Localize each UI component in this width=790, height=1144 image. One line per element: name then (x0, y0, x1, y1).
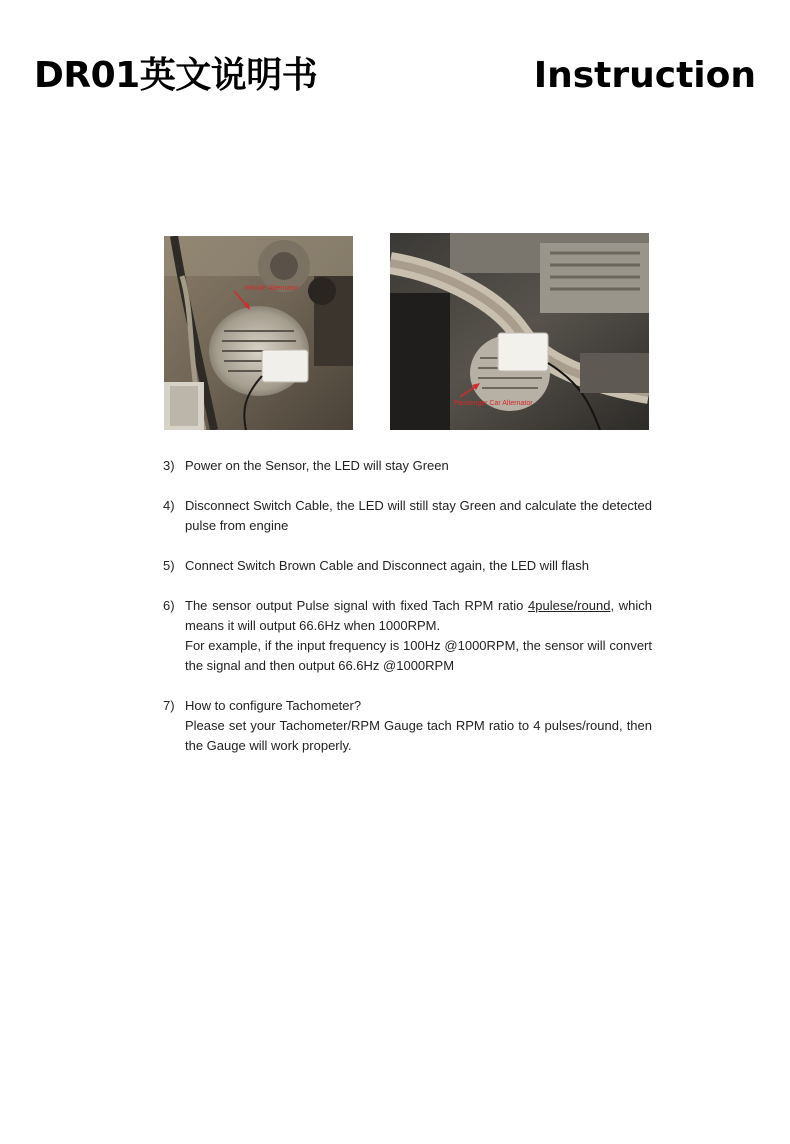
step-6 (163, 596, 652, 676)
step-text: The sensor output Pulse signal with fixed Tach RPM ratio 4pulese/round, which means it will output 66.6Hz when 1000RPM. (185, 598, 652, 633)
step-number: 4) (163, 498, 175, 513)
instruction-steps (163, 456, 652, 776)
photo-caption-right: Passenger Car Alternator (454, 400, 533, 407)
document-title: DR01英文说明书 (34, 55, 318, 96)
step-text: Please set your Tachometer/RPM Gauge tach RPM ratio to 4 pulses/round, then the Gauge will work properly. (185, 718, 652, 753)
step-text: Power on the Sensor, the LED will stay Green (185, 458, 449, 473)
step-4 (163, 496, 652, 536)
step-7 (163, 696, 652, 756)
photo-caption-left: Vehicle Alternator (244, 285, 299, 292)
step-text: Disconnect Switch Cable, the LED will still stay Green and calculate the detected pulse from engine (185, 498, 652, 533)
step-5 (163, 556, 652, 576)
step-number: 5) (163, 558, 175, 573)
ratio-link: 4pulese/round (528, 598, 611, 613)
step-3 (163, 456, 652, 476)
step-number: 6) (163, 598, 175, 613)
step-example: For example, if the input frequency is 100Hz @1000RPM, the sensor will convert the signal and then output 66.6Hz @1000RPM (185, 638, 652, 673)
alternator-photo-left (164, 236, 353, 430)
step-number: 3) (163, 458, 175, 473)
instruction-heading: Instruction (533, 55, 756, 96)
step-text: Connect Switch Brown Cable and Disconnect again, the LED will flash (185, 558, 589, 573)
step-number: 7) (163, 698, 175, 713)
alternator-photo-right (390, 233, 649, 430)
step-question: How to configure Tachometer? (185, 698, 362, 713)
